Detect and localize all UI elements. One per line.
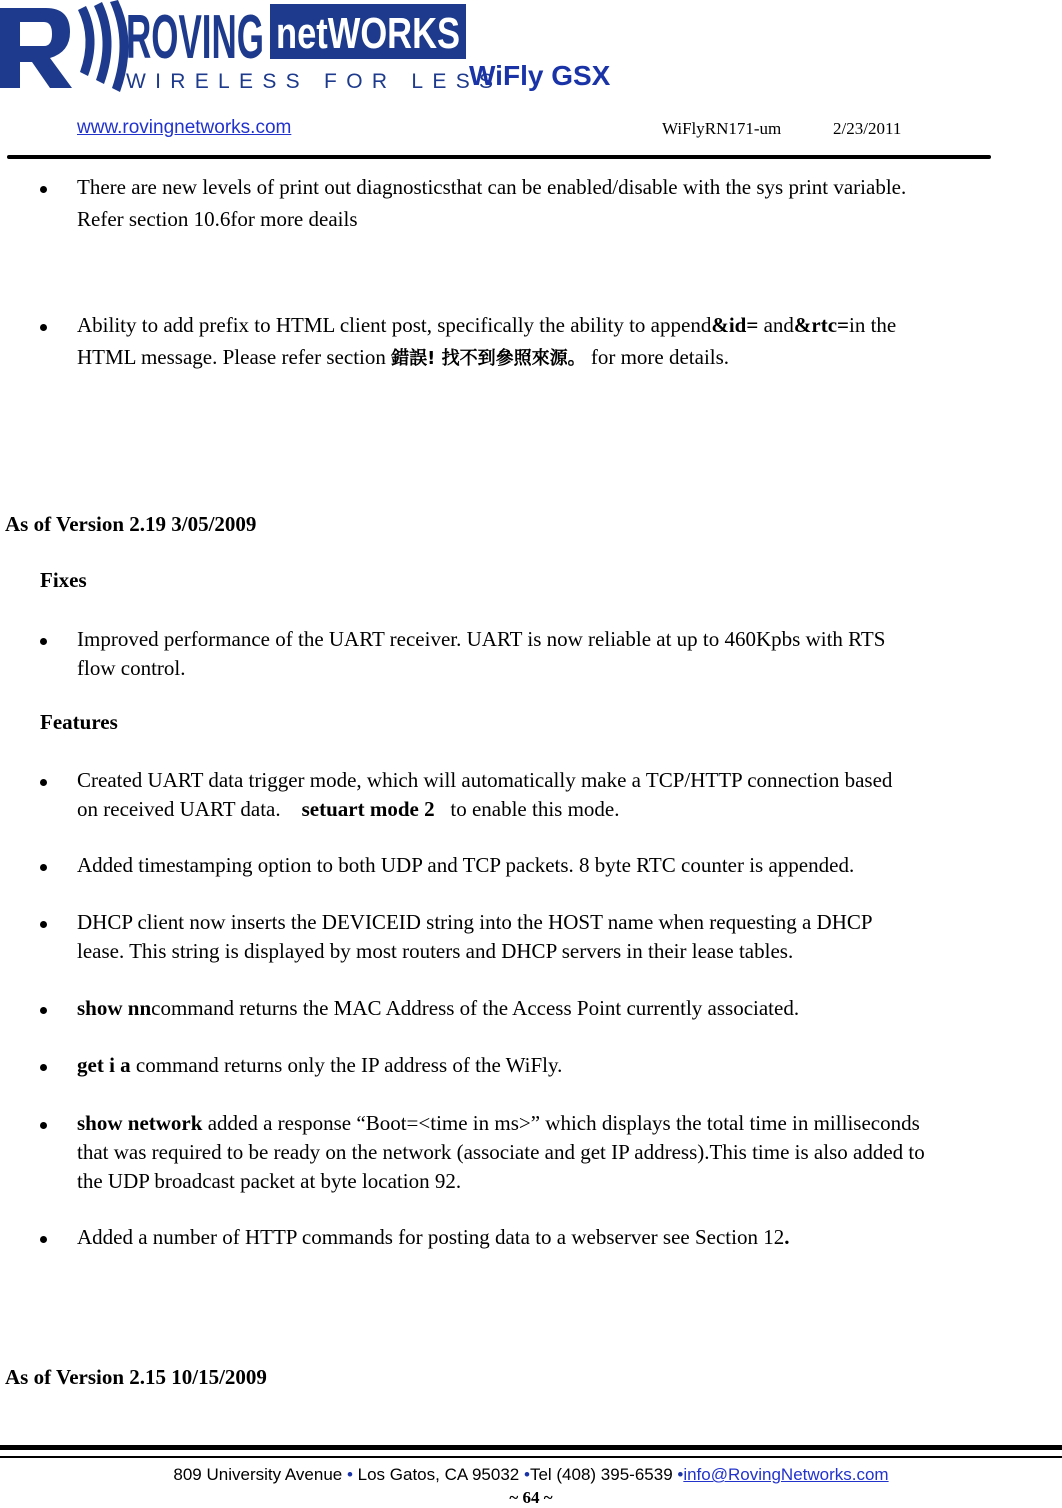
bullet-icon (40, 1051, 47, 1080)
list-item-http-commands: Added a number of HTTP commands for posting data to a webserver see Section 12. (77, 1225, 790, 1249)
bullet-icon (40, 766, 47, 795)
website-link[interactable]: www.rovingnetworks.com (77, 117, 292, 138)
section-heading-v215: As of Version 2.15 10/15/2009 (5, 1365, 267, 1389)
bullet-icon (40, 908, 47, 937)
product-title: WiFly GSX (469, 60, 611, 91)
section-heading-v219: As of Version 2.19 3/05/2009 (5, 512, 257, 536)
list-item-dhcp: DHCP client now inserts the DEVICEID string into the HOST name when requesting a DHCP lease. This string is displayed by most routers and DHCP servers in their lease tables. (77, 910, 873, 963)
email-link[interactable]: info@RovingNetworks.com (683, 1465, 889, 1484)
bullet-icon (40, 1223, 47, 1252)
brand-networks-text: netWORKS (276, 9, 460, 58)
list-item-diagnostics: There are new levels of print out diagnosticsthat can be enabled/disable with the sys print variable. Refer section 10.6for more deails (77, 175, 907, 231)
document-id: WiFlyRN171-um (662, 119, 782, 138)
list-item-uart-fix: Improved performance of the UART receiver. UART is now reliable at up to 460Kpbs with RTS flow control. (77, 627, 886, 680)
document-date: 2/23/2011 (833, 119, 902, 138)
reference-error-text: 錯誤! 找不到參照來源。 (391, 348, 586, 369)
header-divider (7, 155, 991, 159)
bullet-icon (40, 1109, 47, 1138)
brand-tagline: WIRELESS FOR LESS (126, 70, 503, 93)
list-item-get-ia: get i a command returns only the IP address of the WiFly. (77, 1053, 563, 1077)
list-item-show-network: show network added a response “Boot=<time in ms>” which displays the total time in milliseconds that was required to be ready on the network (associate and get IP address).This time is also added to the UDP broadcast packet at byte location 92. (77, 1111, 925, 1193)
bullet-icon (40, 851, 47, 880)
bullet-dot-icon: • (346, 1465, 353, 1484)
bullet-icon (40, 311, 47, 340)
footer-divider-thick (0, 1445, 1062, 1450)
logo-mark-icon (0, 0, 129, 92)
footer-divider-thin (0, 1456, 1062, 1458)
bullet-icon (40, 625, 47, 654)
bullet-dot-icon: • (677, 1465, 684, 1484)
features-heading: Features (40, 710, 118, 734)
list-item-uart-trigger: Created UART data trigger mode, which will automatically make a TCP/HTTP connection based on received UART data. setuart mode 2 to enable this mode. (77, 768, 893, 821)
bullet-icon (40, 173, 47, 202)
bullet-dot-icon: • (523, 1465, 530, 1484)
brand-roving-text: ROVING (126, 3, 264, 72)
list-item-timestamping: Added timestamping option to both UDP and TCP packets. 8 byte RTC counter is appended. (77, 853, 855, 877)
fixes-heading: Fixes (40, 568, 87, 592)
list-item-html-prefix: Ability to add prefix to HTML client post, specifically the ability to append&id= and&rtc=in the HTML message. Please refer section 錯誤! 找不到參照來源。 for more details. (77, 313, 897, 369)
list-item-show-nn: show nncommand returns the MAC Address of the Access Point currently associated. (77, 996, 800, 1020)
footer-contact: 809 University Avenue • Los Gatos, CA 95032 •Tel (408) 395-6539 •info@RovingNetworks.com (173, 1465, 889, 1484)
bullet-icon (40, 994, 47, 1023)
page-number: ~ 64 ~ (509, 1488, 553, 1507)
